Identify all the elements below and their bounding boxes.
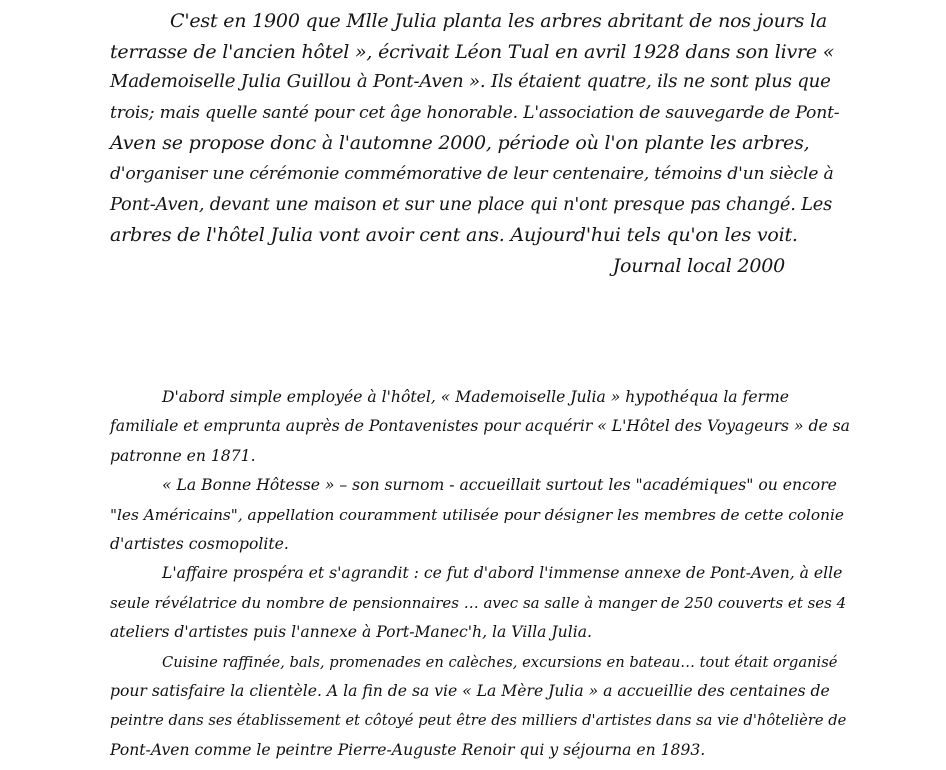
paragraph-line: Cuisine raffinée, bals, promenades en calèches, excursions en bateau… tout était organisé [162,653,838,671]
quote-line: Pont-Aven, devant une maison et sur une place qui n'ont presque pas changé. Les [110,193,832,215]
paragraph-line: D'abord simple employée à l'hôtel, « Mademoiselle Julia » hypothéqua la ferme [162,388,790,406]
history-text [110,383,850,765]
paragraph-line: « La Bonne Hôtesse » – son surnom - accueillait surtout les "académiques" ou encore [162,476,837,495]
paragraph-line: Pont-Aven comme le peintre Pierre-Auguste Renoir qui y séjourna en 1893. [110,740,706,759]
paragraph-line: ateliers d'artistes puis l'annexe à Port-Manec'h, la Villa Julia. [110,623,592,642]
paragraph-line: seule révélatrice du nombre de pensionnaires … avec sa salle à manger de 250 couverts et ses 4 [110,593,847,612]
quote-line: terrasse de l'ancien hôtel », écrivait Léon Tual en avril 1928 dans son livre « [110,40,835,63]
paragraph-line: "les Américains", appellation couramment utilisée pour désigner les membres de cette colonie [110,505,844,524]
paragraph-line: pour satisfaire la clientèle. A la fin de sa vie « La Mère Julia » a accueillie des centaines de [110,682,830,701]
paragraph-line: familiale et emprunta auprès de Pontavenistes pour acquérir « L'Hôtel des Voyageurs » de sa [110,417,850,436]
quote-line: C'est en 1900 que Mlle Julia planta les arbres abritant de nos jours la [170,10,827,32]
quote-line: trois; mais quelle santé pour cet âge honorable. L'association de sauvegarde de Pont- [110,102,840,123]
paragraph-line: d'artistes cosmopolite. [110,535,289,554]
quote-line: d'organiser une cérémonie commémorative de leur centenaire, témoins d'un siècle à [110,163,834,184]
quote-signature: Journal local 2000 [612,254,785,277]
quote-line: Mademoiselle Julia Guillou à Pont-Aven ». Ils étaient quatre, ils ne sont plus que [110,71,831,93]
paragraph-line: patronne en 1871. [110,446,256,465]
paragraph-line: peintre dans ses établissement et côtoyé peut être des milliers d'artistes dans sa vie d'hôtelière de [110,712,847,730]
newspaper-quote [110,6,840,281]
paragraph-line: L'affaire prospéra et s'agrandit : ce fut d'abord l'immense annexe de Pont-Aven, à elle [162,564,843,583]
quote-line: arbres de l'hôtel Julia vont avoir cent ans. Aujourd'hui tels qu'on les voit. [110,224,798,247]
quote-line: Aven se propose donc à l'automne 2000, période où l'on plante les arbres, [110,132,810,155]
